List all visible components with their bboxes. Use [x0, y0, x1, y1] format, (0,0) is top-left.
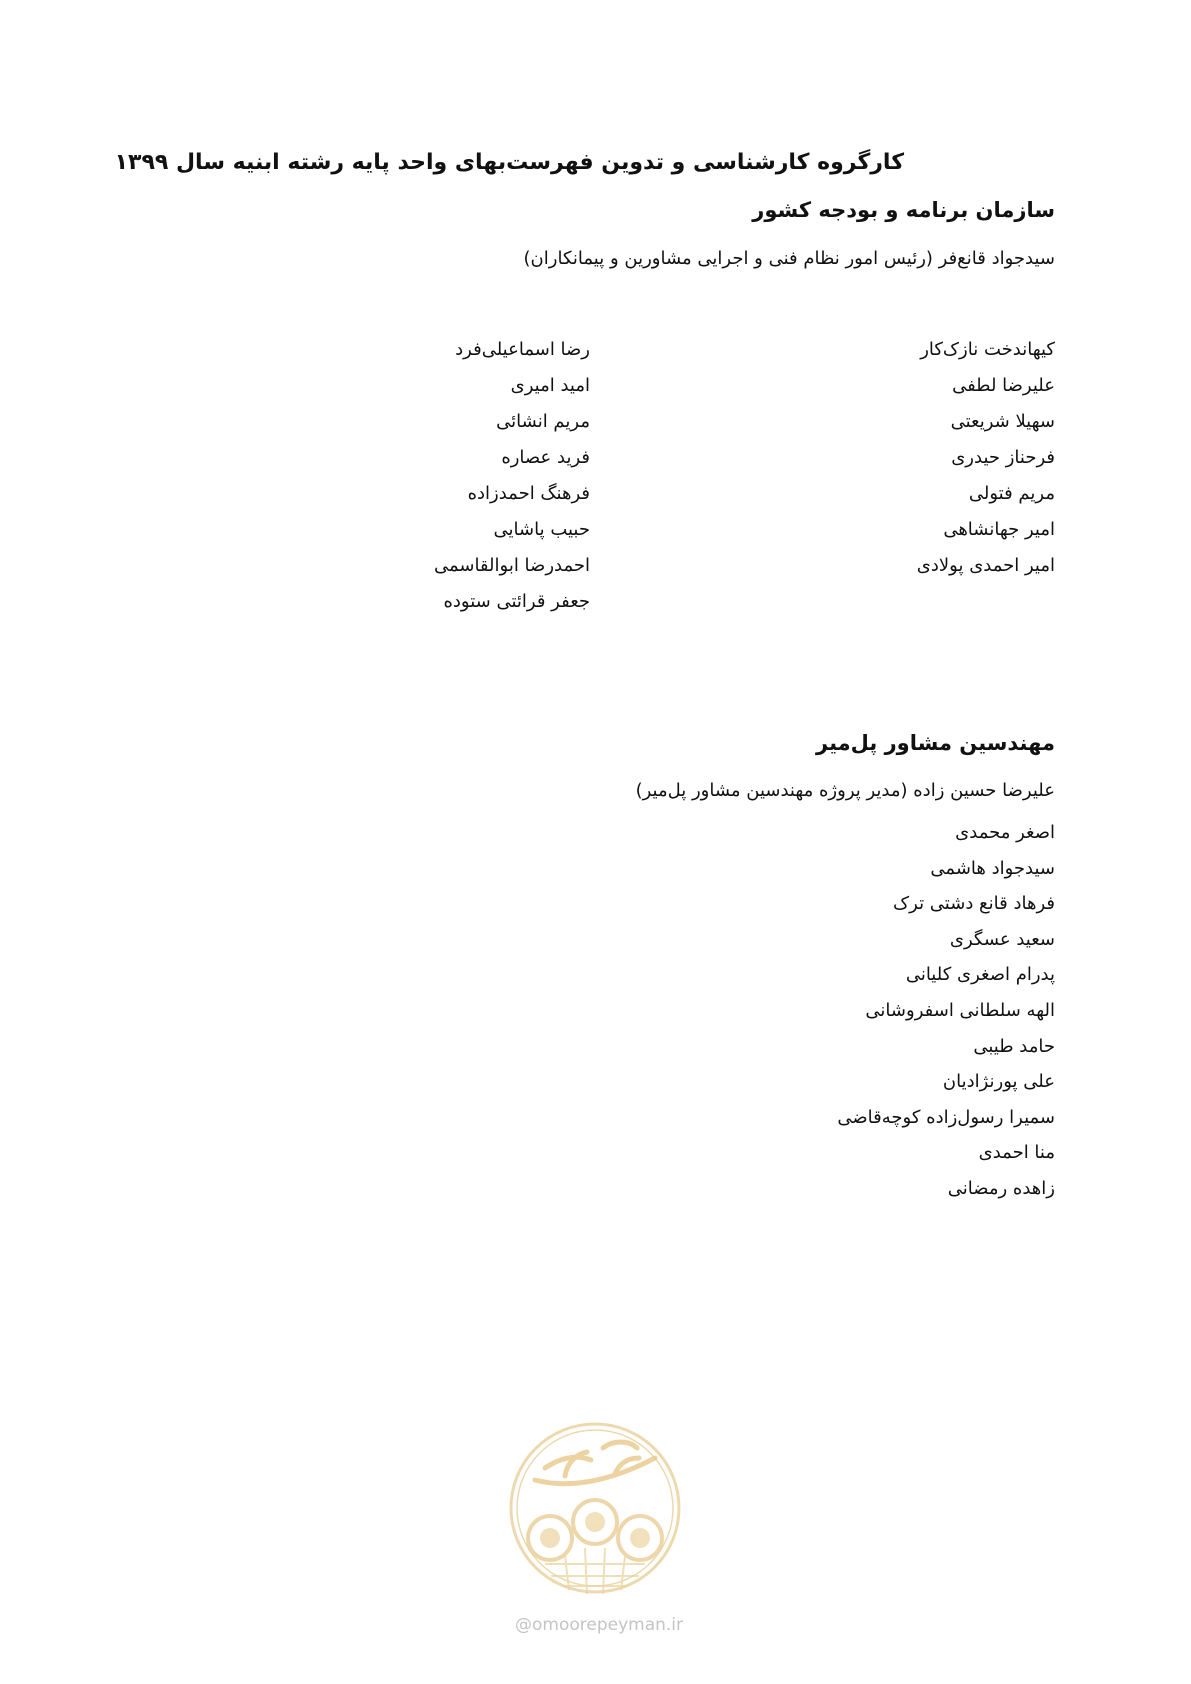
document-title: کارگروه کارشناسی و تدوین فهرست‌بهای واحد پایه رشته ابنیه سال ۱۳۹۹ [114, 150, 904, 175]
list-item: امیر احمدی پولادی [916, 555, 1055, 576]
section2-members-list [535, 815, 1055, 1207]
section2-lead-member: علیرضا حسین زاده (مدیر پروژه مهندسین مشاور پل‌میر) [635, 780, 1055, 801]
list-item: امیر جهانشاهی [943, 519, 1055, 540]
list-item: حامد طیبی [973, 1035, 1055, 1057]
list-item: اصغر محمدی [955, 822, 1055, 843]
omoore-peyman-logo-icon [505, 1418, 685, 1598]
list-item: زاهده رمضانی [947, 1177, 1055, 1199]
list-item: فرهاد قانع دشتی ترک [893, 893, 1055, 915]
list-item: احمدرضا ابوالقاسمی [433, 555, 590, 576]
section1-left-column [290, 332, 590, 620]
list-item: مریم فتولی [968, 483, 1055, 504]
list-item: حبیب پاشایی [493, 519, 590, 540]
list-item: سهیلا شریعتی [950, 411, 1055, 432]
section-heading-polmir-consultants: مهندسین مشاور پل‌میر [816, 731, 1055, 755]
list-item: علی پورنژادیان [942, 1071, 1055, 1093]
list-item: فرهنگ احمدزاده [467, 483, 590, 504]
section1-lead-member: سیدجواد قانع‌فر (رئیس امور نظام فنی و اجرایی مشاورین و پیمانکاران) [523, 248, 1055, 269]
watermark-url: @omoorepeyman.ir [515, 1615, 684, 1635]
section-heading-budget-organization: سازمان برنامه و بودجه کشور [752, 198, 1055, 222]
list-item: منا احمدی [978, 1142, 1055, 1164]
list-item: کیهاندخت نازک‌کار [920, 339, 1055, 360]
list-item: فرحناز حیدری [951, 447, 1055, 468]
list-item: پدرام اصغری کلیانی [905, 964, 1055, 986]
list-item: الهه سلطانی اسفروشانی [865, 999, 1055, 1021]
list-item: علیرضا لطفی [952, 375, 1055, 396]
list-item: رضا اسماعیلی‌فرد [455, 339, 590, 360]
list-item: جعفر قرائتی ستوده [443, 591, 590, 612]
list-item: سمیرا رسول‌زاده کوچه‌قاضی [837, 1106, 1055, 1128]
list-item: مریم انشائی [496, 411, 590, 432]
list-item: فرید عصاره [501, 447, 590, 468]
section1-right-column [755, 332, 1055, 584]
list-item: امید امیری [510, 375, 590, 396]
list-item: سعید عسگری [949, 928, 1055, 950]
list-item: سیدجواد هاشمی [930, 857, 1055, 879]
